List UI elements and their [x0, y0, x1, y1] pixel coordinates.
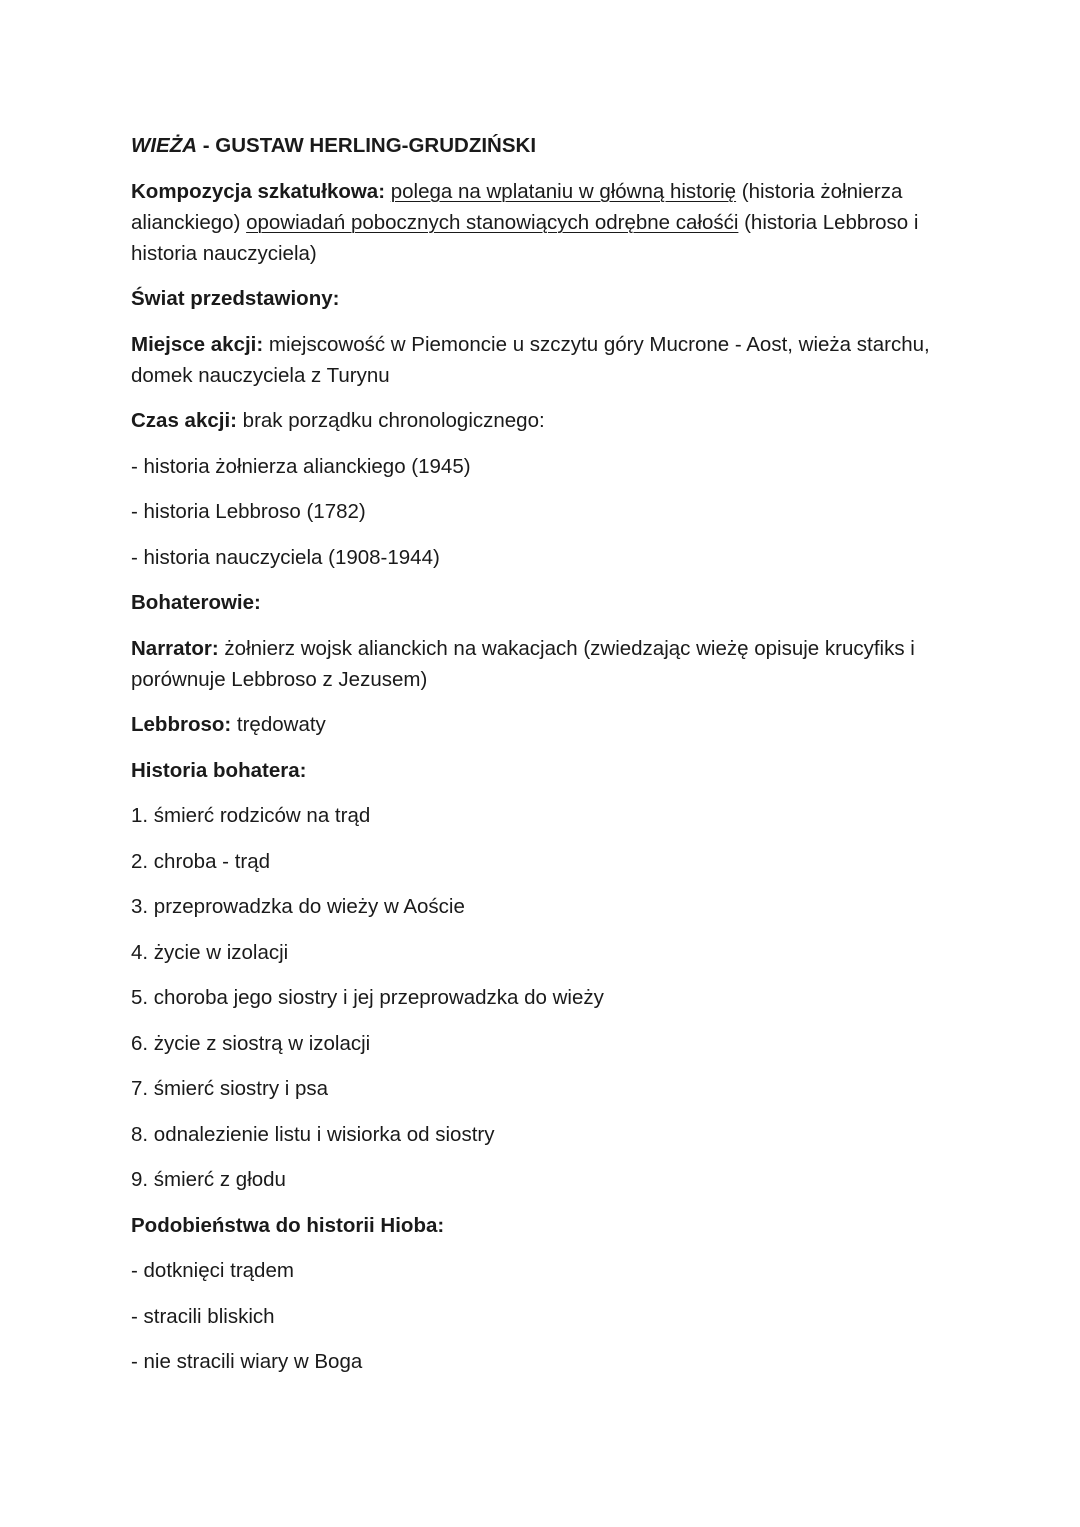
time-item: - historia nauczyciela (1908-1944)	[131, 545, 440, 569]
time-item: - historia żołnierza alianckiego (1945)	[131, 454, 471, 478]
document-title	[131, 130, 961, 161]
history-item: 8. odnalezienie listu i wisiorka od siostry	[131, 1122, 495, 1146]
history-heading: Historia bohatera:	[131, 758, 307, 782]
place-paragraph	[131, 329, 961, 391]
composition-label: Kompozycja szkatułkowa:	[131, 179, 386, 203]
composition-text-2: (historia Lebbroso i historia nauczyciela)	[131, 210, 919, 265]
history-item: 4. życie w izolacji	[131, 940, 289, 964]
narrator-label: Narrator:	[131, 636, 219, 660]
document-page	[131, 130, 961, 1392]
history-item: 6. życie z siostrą w izolacji	[131, 1031, 371, 1055]
composition-paragraph	[131, 176, 961, 269]
history-item: 1. śmierć rodziców na trąd	[131, 804, 371, 827]
lebbroso-text: trędowaty	[231, 713, 326, 736]
time-text: brak porządku chronologicznego:	[236, 409, 545, 432]
history-item: 5. choroba jego siostry i jej przeprowadzka do wieży	[131, 986, 604, 1009]
composition-underlined-2: opowiadań pobocznych stanowiących odrębne całośći	[246, 210, 739, 234]
job-heading: Podobieństwa do historii Hioba:	[131, 1213, 445, 1237]
title-italic: WIEŻA	[131, 134, 198, 157]
history-item: 7. śmierć siostry i psa	[131, 1077, 329, 1100]
composition-text-1: (historia żołnierza alianckiego)	[131, 179, 903, 234]
world-heading: Świat przedstawiony:	[131, 287, 340, 310]
job-item: - nie stracili wiary w Boga	[131, 1350, 363, 1373]
heroes-heading: Bohaterowie:	[131, 591, 261, 614]
time-item: - historia Lebbroso (1782)	[131, 500, 366, 523]
composition-underlined-1: polega na wplataniu w główną historię	[390, 179, 737, 203]
lebbroso-paragraph	[131, 709, 961, 740]
narrator-paragraph	[131, 633, 961, 695]
place-label: Miejsce akcji:	[131, 332, 264, 356]
place-text: miejscowość w Piemoncie u szczytu góry Mucrone - Aost, wieża starchu, domek nauczyciela z Turynu	[131, 332, 930, 387]
job-item: - stracili bliskich	[131, 1304, 275, 1328]
history-item: 3. przeprowadzka do wieży w Aoście	[131, 895, 465, 918]
history-item: 2. chroba - trąd	[131, 849, 271, 873]
lebbroso-label: Lebbroso:	[131, 713, 232, 736]
narrator-text: żołnierz wojsk alianckich na wakacjach (zwiedzając wieżę opisuje krucyfiks i porównuje Lebbroso z Jezusem)	[131, 636, 915, 691]
title-rest: - GUSTAW HERLING-GRUDZIŃSKI	[197, 134, 537, 157]
history-item: 9. śmierć z głodu	[131, 1168, 286, 1191]
job-item: - dotknięci trądem	[131, 1259, 294, 1282]
time-label: Czas akcji:	[131, 409, 237, 432]
time-paragraph	[131, 405, 961, 436]
